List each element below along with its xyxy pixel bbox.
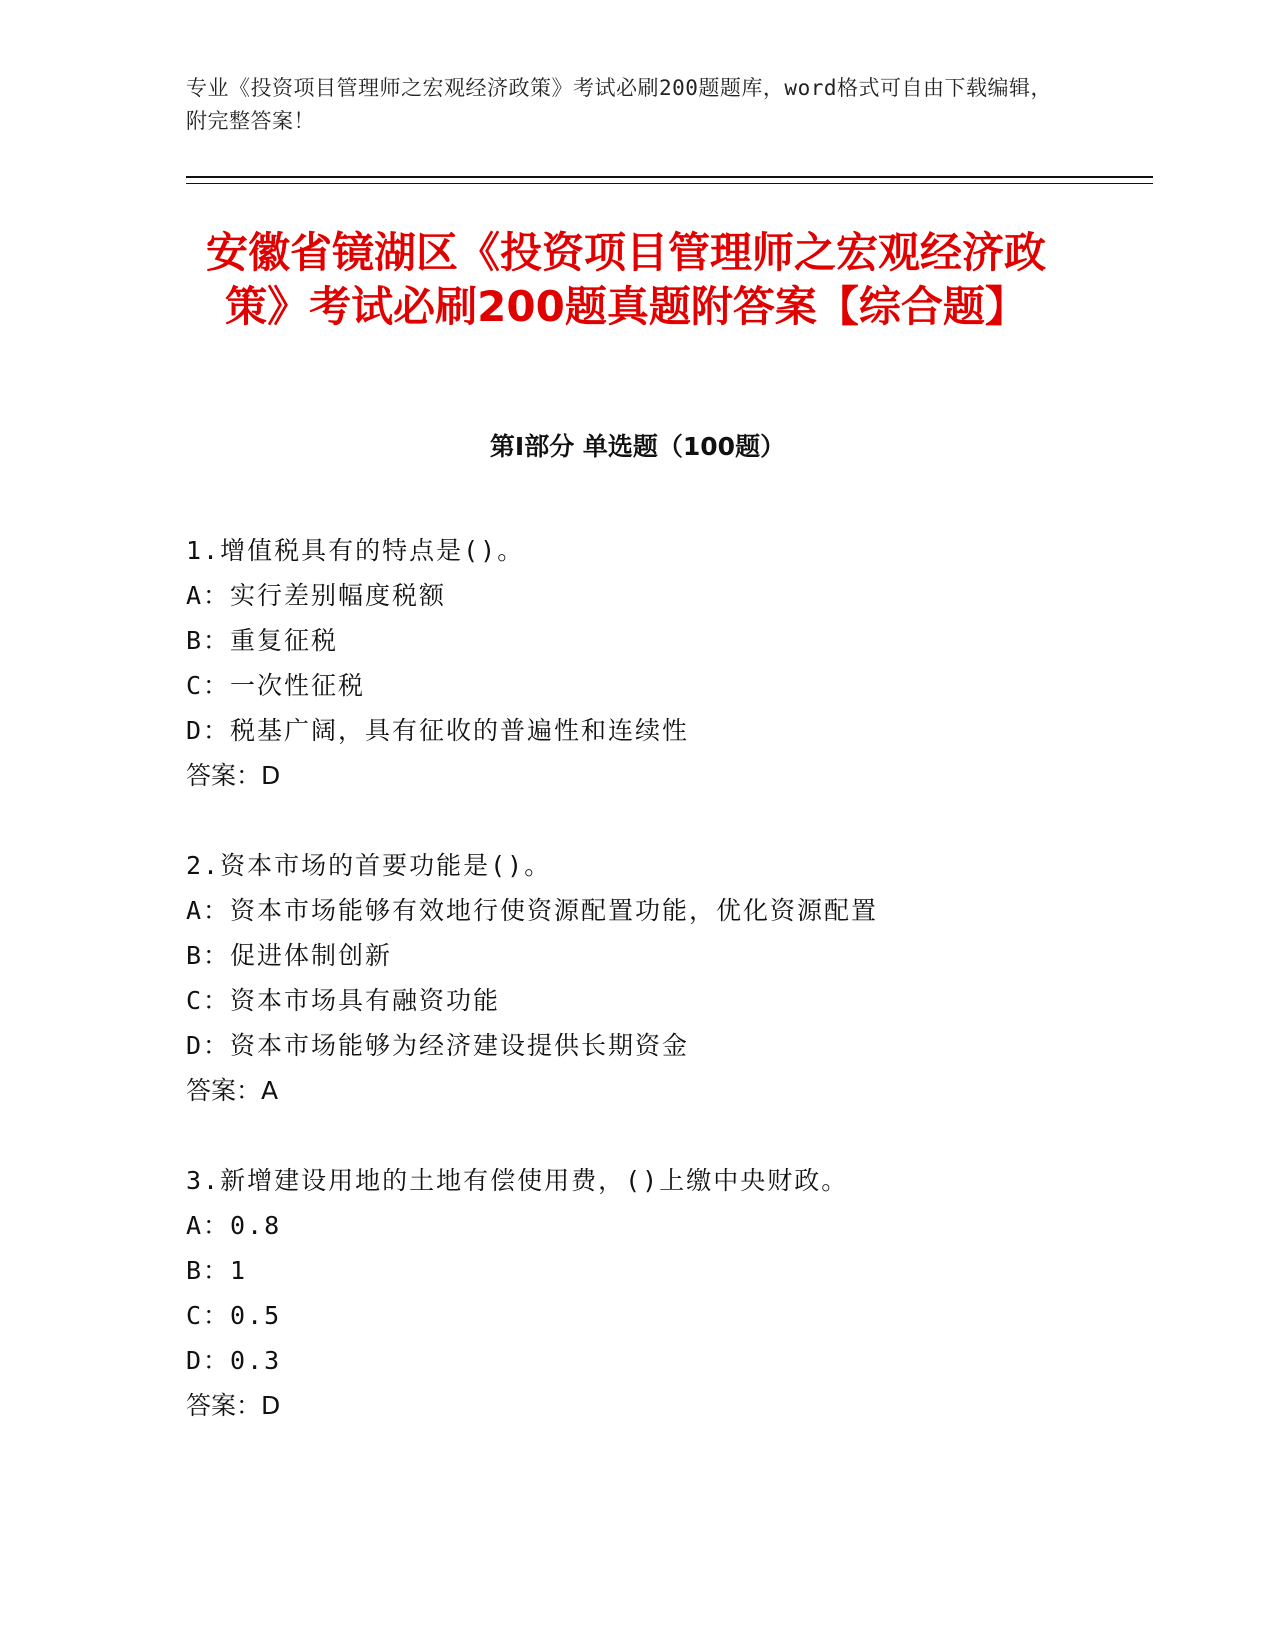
option-c: C：资本市场具有融资功能: [186, 986, 501, 1015]
header-rule-thin: [186, 183, 1153, 184]
option-c: C：0.5: [186, 1301, 282, 1330]
header-note: 专业《投资项目管理师之宏观经济政策》考试必刷200题题库，word格式可自由下载编辑，附完整答案！: [186, 76, 1052, 133]
option-c: C：一次性征税: [186, 671, 366, 700]
question-stem: 2.资本市场的首要功能是()。: [186, 851, 552, 880]
question-3: [186, 1158, 1146, 1428]
option-b: B：促进体制创新: [186, 941, 393, 970]
section-title: 第I部分 单选题（100题）: [489, 432, 786, 461]
option-b: B：1: [186, 1256, 248, 1285]
question-list: [186, 528, 1146, 1473]
question-stem: 1.增值税具有的特点是()。: [186, 536, 525, 565]
option-d: D：资本市场能够为经济建设提供长期资金: [186, 1031, 690, 1060]
question-stem: 3.新增建设用地的土地有偿使用费，()上缴中央财政。: [186, 1166, 849, 1195]
answer: 答案：D: [186, 1391, 281, 1420]
header-rule-thick: [186, 176, 1153, 178]
option-b: B：重复征税: [186, 626, 339, 655]
answer: 答案：A: [186, 1076, 279, 1105]
option-d: D：税基广阔，具有征收的普遍性和连续性: [186, 716, 690, 745]
question-2: [186, 843, 1146, 1113]
answer: 答案：D: [186, 761, 281, 790]
option-a: A：实行差别幅度税额: [186, 581, 447, 610]
option-a: A：0.8: [186, 1211, 282, 1240]
question-1: [186, 528, 1146, 798]
option-a: A：资本市场能够有效地行使资源配置功能，优化资源配置: [186, 896, 879, 925]
option-d: D：0.3: [186, 1346, 282, 1375]
document-title: 安徽省镜湖区《投资项目管理师之宏观经济政策》考试必刷200题真题附答案【综合题】: [205, 228, 1046, 331]
